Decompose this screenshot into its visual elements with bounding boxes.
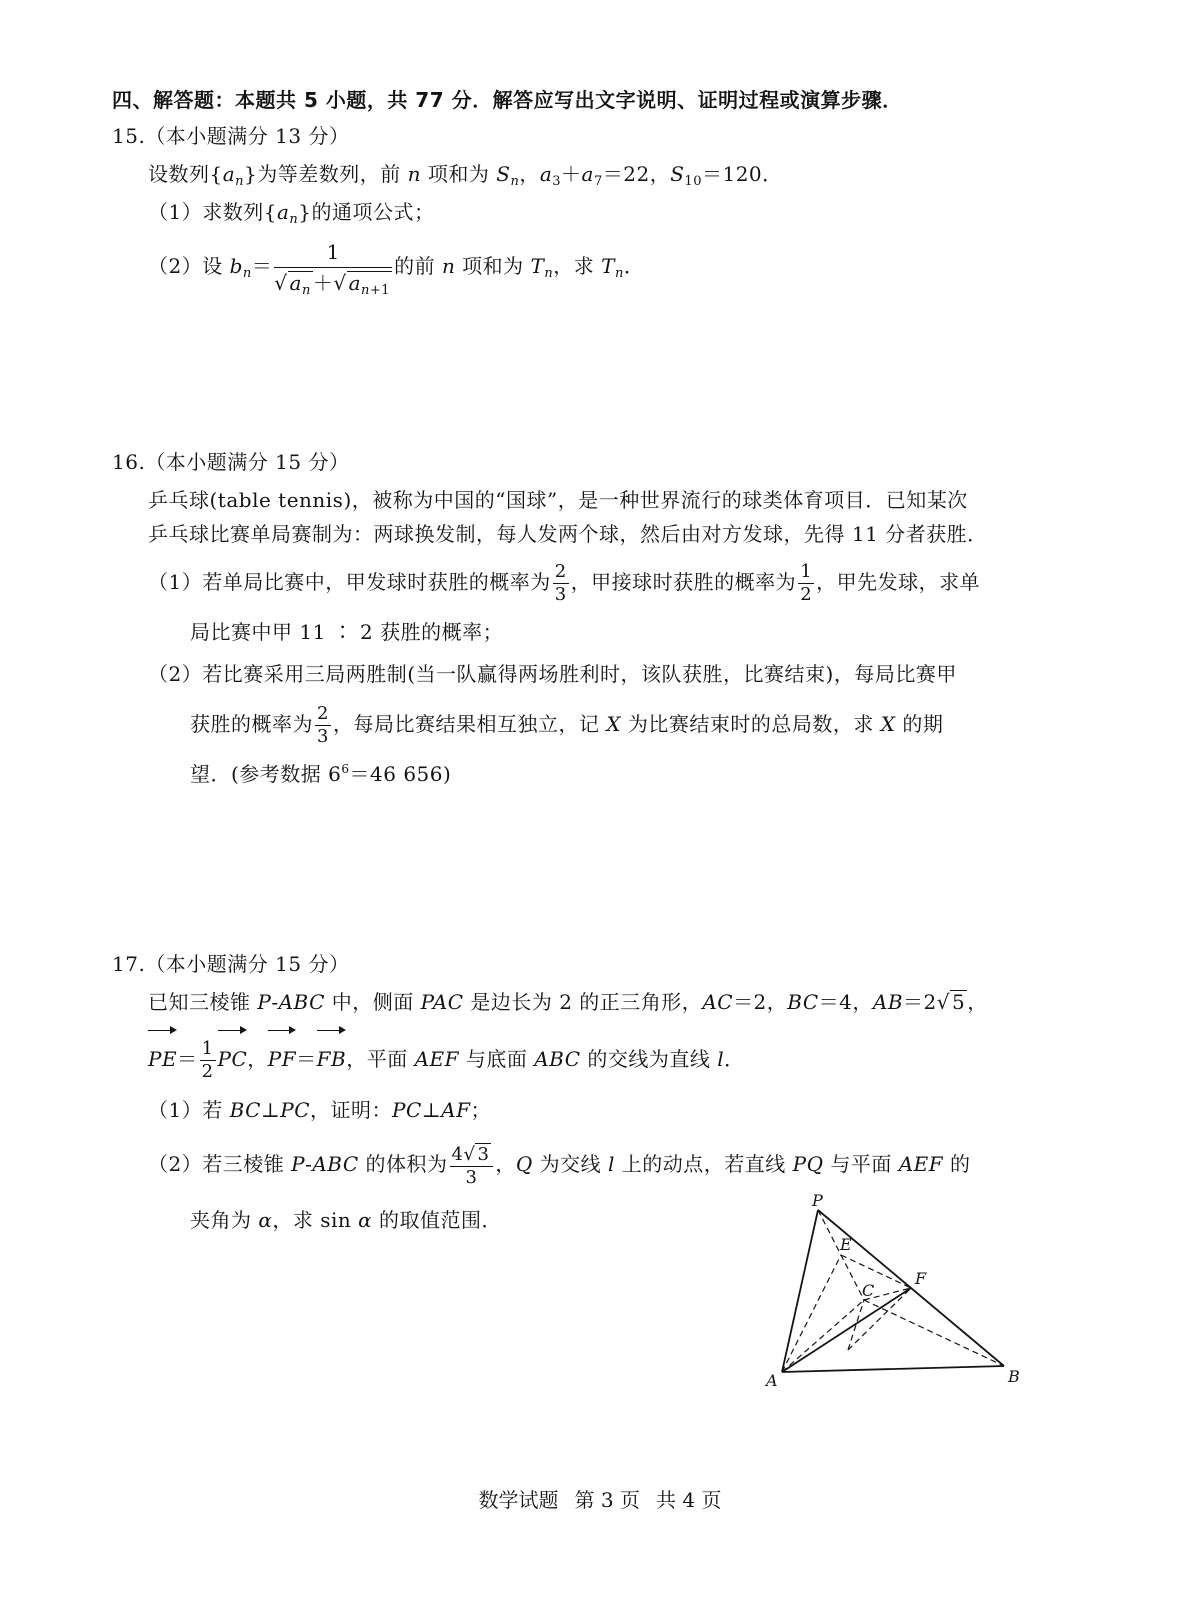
label-P: P xyxy=(812,1191,823,1210)
edge-PA xyxy=(782,1210,818,1372)
problem-16-header xyxy=(112,448,349,476)
fraction-bn: $\frac{1}{√ a_n +√ a_{n+1}}$ xyxy=(274,237,392,298)
problem-17-stem-line2: PE＝ $\frac{1}{2}$ PC，PF＝FB，平面 AEF 与底面 ABC 的交线为直线 l． xyxy=(148,1030,745,1084)
problem-number: 16. xyxy=(112,450,146,474)
score-note: （本小题满分 15 分） xyxy=(145,952,350,976)
segment-AE xyxy=(782,1255,841,1372)
problem-16-part-2a: （2）若比赛采用三局两胜制(当一队赢得两场胜利时，该队获胜，比赛结束)，每局比赛甲 xyxy=(148,662,957,686)
problem-17-header xyxy=(112,950,349,978)
problem-15-header xyxy=(112,122,349,150)
score-note: （本小题满分 15 分） xyxy=(145,450,350,474)
problem-16-stem-line1: 乒乓球(table tennis)，被称为中国的“国球”，是一种世界流行的球类体育项目．已知某次 xyxy=(148,488,968,512)
label-E: E xyxy=(840,1235,852,1254)
problem-17-stem-line1: 已知三棱锥 P-ABC 中，侧面 PAC 是边长为 2 的正三角形，AC＝2，BC＝4，AB＝2√ 5 ， xyxy=(148,990,988,1014)
problem-17-part-1: （1）若 BC⊥PC，证明：PC⊥AF； xyxy=(148,1098,491,1122)
problem-15-part-2: （2）设 $b_n=$ $\frac{1}{√ a_n +√ a_{n+1}}$ 的前 n 项和为 $T_n$，求 $T_n$． xyxy=(148,236,644,298)
label-A: A xyxy=(766,1371,778,1390)
edge-CB xyxy=(864,1300,1004,1366)
footer-total: 共 4 页 xyxy=(656,1488,722,1512)
problem-17-part-2b: 夹角为 α，求 sin α 的取值范围． xyxy=(190,1208,503,1232)
label-B: B xyxy=(1008,1367,1020,1386)
footer-subject: 数学试题 xyxy=(478,1488,559,1512)
problem-15-part-1: （1）求数列$\{a_n\}$的通项公式； xyxy=(148,200,435,227)
pyramid-figure xyxy=(760,1190,1040,1400)
problem-number: 15. xyxy=(112,124,146,148)
page-footer xyxy=(0,1484,1200,1513)
problem-number: 17. xyxy=(112,952,146,976)
footer-page: 第 3 页 xyxy=(574,1488,640,1512)
problem-16-part-1b: 局比赛中甲 11 ∶ 2 获胜的概率； xyxy=(190,620,504,644)
problem-16-part-1a: （1）若单局比赛中，甲发球时获胜的概率为 $\frac{2}{3}$ ，甲接球时获胜的概率为 $\frac{1}{2}$ ，甲先发球，求单 xyxy=(148,561,981,605)
segment-EF xyxy=(841,1255,911,1288)
problem-16-part-2c: 望．(参考数据 $6^6=46$ 656) xyxy=(190,762,452,786)
score-note: （本小题满分 13 分） xyxy=(145,124,350,148)
problem-17-part-2a: （2）若三棱锥 P-ABC 的体积为 $\frac{4√ 3}{3}$ ，Q 为交线 l 上的动点，若直线 PQ 与平面 AEF 的 xyxy=(148,1143,971,1188)
label-C: C xyxy=(862,1281,875,1300)
segment-AF xyxy=(782,1288,911,1372)
edge-AB xyxy=(782,1366,1004,1372)
section-heading: 四、解答题：本题共 5 小题，共 77 分．解答应写出文字说明、证明过程或演算步骤． xyxy=(112,88,903,112)
edge-AC xyxy=(782,1300,864,1372)
problem-16-part-2b: 获胜的概率为 $\frac{2}{3}$ ，每局比赛结果相互独立，记 X 为比赛结束时的总局数，求 X 的期 xyxy=(190,703,944,747)
problem-16-stem-line2: 乒乓球比赛单局赛制为：两球换发制，每人发两个球，然后由对方发球，先得 11 分者获胜． xyxy=(148,522,988,546)
label-F: F xyxy=(915,1269,927,1288)
problem-15-stem: 设数列$\{a_n\}$为等差数列，前 n 项和为 $S_n$，$a_3+a_7=22$，$S_{10}=120$． xyxy=(148,162,783,189)
